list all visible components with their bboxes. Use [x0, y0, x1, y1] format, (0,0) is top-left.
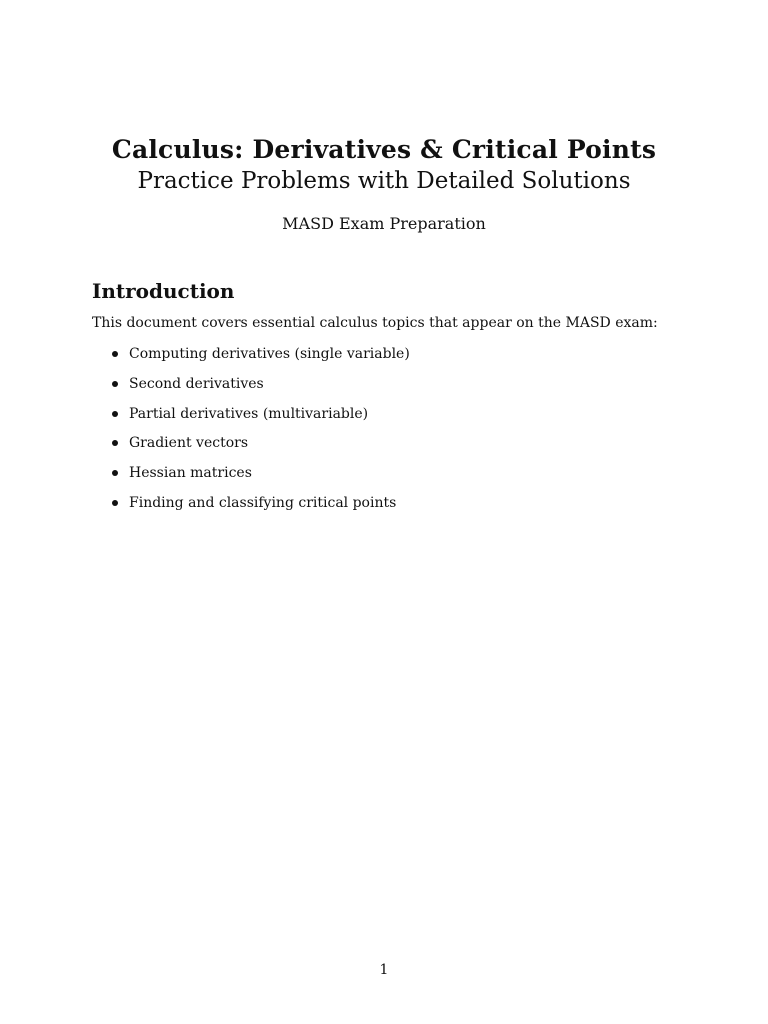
topic-list-item: [112, 493, 410, 523]
topic-list-item: [112, 344, 410, 374]
bullet-icon: [112, 411, 118, 417]
page-number: 1: [379, 962, 389, 978]
bullet-icon: [112, 351, 118, 357]
bullet-icon: [112, 500, 118, 506]
topic-list-item: [112, 404, 410, 434]
document-title: Calculus: Derivatives & Critical Points: [111, 135, 657, 164]
topic-label: Second derivatives: [129, 375, 264, 392]
topic-label: Computing derivatives (single variable): [129, 346, 410, 362]
document-subtitle: Practice Problems with Detailed Solutions: [137, 168, 631, 194]
document-meta: MASD Exam Preparation: [282, 214, 486, 233]
topic-list: [112, 344, 410, 523]
bullet-icon: [112, 440, 118, 446]
topic-list-item: [112, 463, 410, 493]
title-block: [0, 134, 768, 235]
bullet-icon: [112, 381, 118, 387]
bullet-icon: [112, 470, 118, 476]
section-heading-introduction: Introduction: [92, 279, 235, 303]
topic-label: Partial derivatives (multivariable): [129, 405, 369, 422]
topic-list-item: [112, 374, 410, 404]
topic-label: Gradient vectors: [129, 435, 249, 452]
topic-label: Finding and classifying critical points: [129, 494, 397, 511]
topic-label: Hessian matrices: [129, 465, 252, 482]
topic-list-item: [112, 433, 410, 463]
introduction-paragraph: This document covers essential calculus topics that appear on the MASD exam:: [92, 315, 658, 331]
